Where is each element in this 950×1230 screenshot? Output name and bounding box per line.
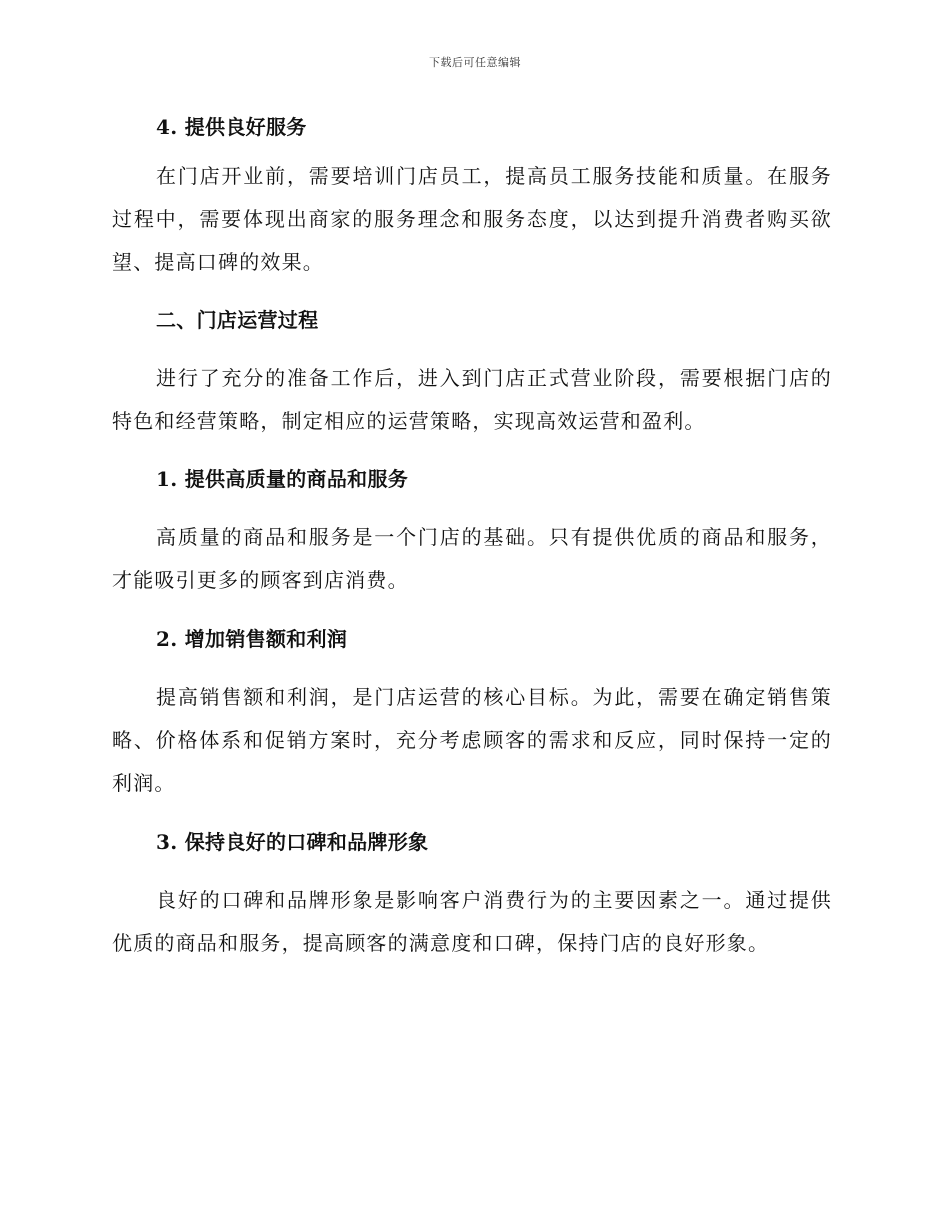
section-heading-reputation-brand: 3. 保持良好的口碑和品牌形象: [156, 830, 429, 854]
section-paragraph-provide-good-service: 在门店开业前，需要培训门店员工，提高员工服务技能和质量。在服务过程中，需要体现出商家的服务理念和服务态度，以达到提升消费者购买欲望、提高口碑的效果。: [112, 164, 832, 274]
section-paragraph-reputation-brand: 良好的口碑和品牌形象是影响客户消费行为的主要因素之一。通过提供优质的商品和服务，提高顾客的满意度和口碑，保持门店的良好形象。: [112, 888, 832, 955]
section-heading-store-operation-process: 二、门店运营过程: [156, 308, 319, 332]
section-paragraph-store-operation-process: 进行了充分的准备工作后，进入到门店正式营业阶段，需要根据门店的特色和经营策略，制定相应的运营策略，实现高效运营和盈利。: [112, 366, 832, 433]
section-paragraph-increase-sales-profit: 提高销售额和利润，是门店运营的核心目标。为此，需要在确定销售策略、价格体系和促销方案时，充分考虑顾客的需求和反应，同时保持一定的利润。: [112, 685, 832, 795]
section-paragraph-high-quality-goods: 高质量的商品和服务是一个门店的基础。只有提供优质的商品和服务，才能吸引更多的顾客到店消费。: [112, 525, 832, 592]
section-heading-high-quality-goods: 1. 提供高质量的商品和服务: [156, 467, 409, 491]
document-body: [112, 108, 832, 965]
section-heading-provide-good-service: 4. 提供良好服务: [156, 115, 307, 139]
header-note: 下载后可任意编辑: [429, 56, 521, 69]
section-heading-increase-sales-profit: 2. 增加销售额和利润: [156, 627, 348, 651]
